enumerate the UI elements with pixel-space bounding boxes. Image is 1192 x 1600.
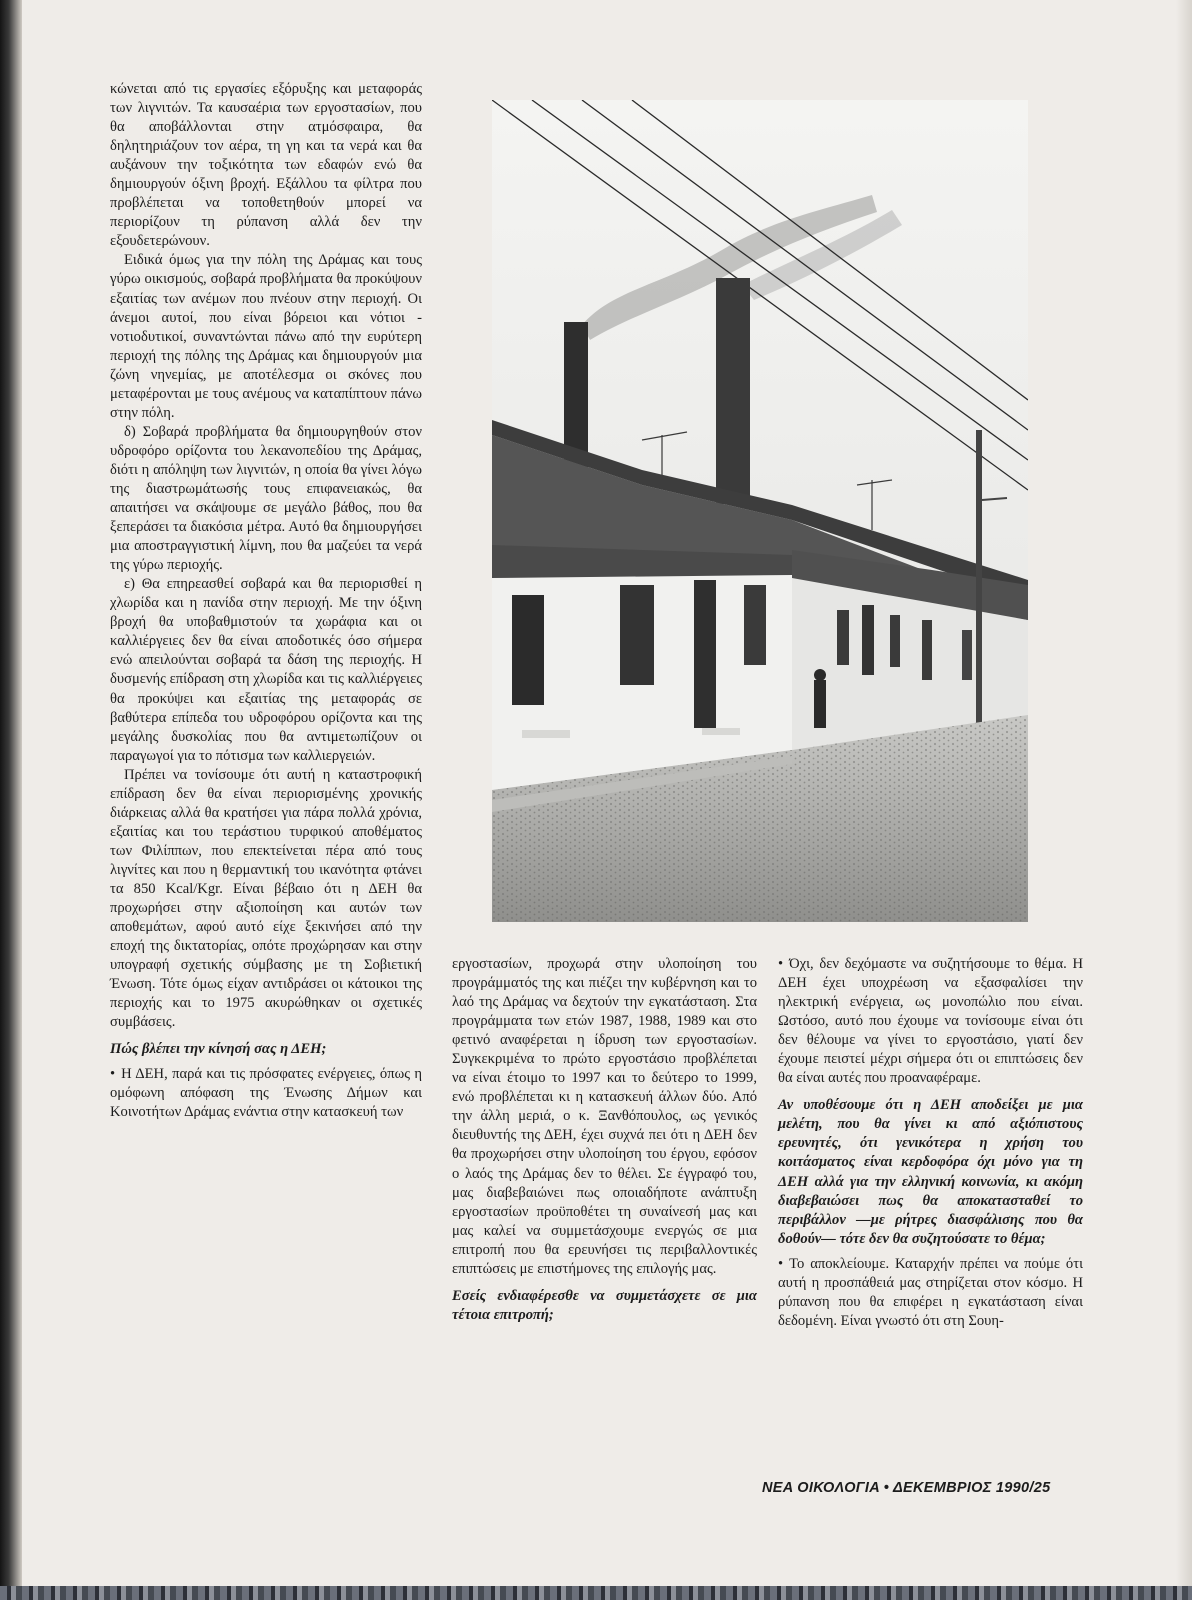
interview-answer: [778, 955, 1083, 1088]
binding-shadow: [0, 0, 22, 1600]
middle-column: [452, 955, 757, 1331]
paragraph: δ) Σοβαρά προβλήματα θα δημιουργηθούν στον υδροφόρο ορίζοντα του λεκανοπεδίου της Δράμας, διότι η απόληψη των λιγνιτών, η οποία θα γίνει λόγω της διαστρωμάτωσής τους επιφανειακώς, θα απαιτήσει να σκάψουμε σε μεγάλο βάθος, που θα ξεπεράσει τα διακόσια μέτρα. Αυτό θα δημιουργήσει μια αποστραγγιστική λίμνη, που θα μαζεύει τα νερά της γύρω περιοχής.: [110, 423, 422, 574]
paragraph: ε) Θα επηρεασθεί σοβαρά και θα περιορισθεί η χλωρίδα και η πανίδα στην περιοχή. Με την όξινη βροχή θα υποβαθμιστούν τα χωράφια και οι καλλιέργειες δεν θα είναι αποδοτικές όσο σήμερα ενώ απειλούνται σοβαρά τα δάση της περιοχής. Η δυσμενής επίδραση στη χλωρίδα και τις καλλιέργειες θα προκύψει και εξαιτίας της μεταφοράς σε βαθύτερα επίπεδα του υδροφόρου ορίζοντα και της μεγάλης δυσκολίας που θα αντιμετωπίζουν οι παραγωγοί για το πότισμα των καλλιεργειών.: [110, 576, 422, 764]
bullet-icon: •: [778, 956, 784, 972]
paragraph: Πρέπει να τονίσουμε ότι αυτή η καταστροφική επίδραση δεν θα είναι περιορισμένης χρονικής διάρκειας αλλά θα κρατήσει για πάρα πολλά χρόνια, εξαιτίας και του τεράστιου τυρφικού αποθέματος των Φιλίππων, που επεκτείνεται πέρα από τους λιγνίτες και που η θερμαντική του ικανότητα φτάνει τα 850 Kcal/Kgr. Είναι βέβαιο ότι η ΔΕΗ θα προχωρήσει στην αξιοποίηση και αυτών των αποθεμάτων, αφού αυτό είχε ξεκινήσει από την εποχή της δικτατορίας, οπότε προχώρησαν και στην υπογραφή σχετικής σύμβασης με τη Σοβιετική Ένωση. Τότε όμως είχαν αντιδράσει οι κάτοικοι της περιοχής και το 1975 ακυρώθηκαν οι σχετικές συμβάσεις.: [110, 766, 422, 1031]
paragraph: εργοστασίων, προχωρά στην υλοποίηση του προγράμματός της και πιέζει την κυβέρνηση και το λαό της Δράμας να δεχτούν την εγκατάσταση. Στα προγράμματα των ετών 1987, 1988, 1989 και στο φετινό αναφέρεται η ίδρυση των εργοστασίων. Συγκεκριμένα το πρώτο εργοστάσιο προβλέπεται να είναι έτοιμο το 1997 και το δεύτερο το 1999, ενώ προβλέπεται κι η κατασκευή άλλων δύο. Από την άλλη μεριά, ο κ. Ξανθόπουλος, ως γενικός διευθυντής της ΔΕΗ, έχει συχνά πει ότι η ΔΕΗ δεν θα προχωρήσει στην υλοποίηση του έργου, εφόσον ο λαός της Δράμας δεν το θέλει. Σε έγγραφό του, μας διαβεβαιώνει πως οποιαδήποτε ανάπτυξη εργοστασίων προϋποθέτει τη συναίνεσή μας και μας καλεί να συμμετάσχουμε ενεργώς σε μια επιτροπή που θα ερευνήσει τις περιβαλλοντικές επιπτώσεις με επιστήμονες της επιλογής μας.: [452, 956, 757, 1277]
bullet-icon: •: [110, 1066, 116, 1083]
page-edge: [1176, 0, 1192, 1600]
bullet-icon: •: [778, 1255, 784, 1272]
scan-edge-strip: [0, 1586, 1192, 1600]
answer-text: Το αποκλείουμε. Καταρχήν πρέπει να πούμε ότι αυτή η προσπάθειά μας στηρίζεται στον κόσμο. Η ρύπανση που θα επιφέρει η εγκατάσταση είναι δεδομένη. Είναι γνωστό ότι στη Σουη-: [778, 1255, 1083, 1329]
answer-text: Η ΔΕΗ, παρά και τις πρόσφατες ενέργειες, όπως η ομόφωνη απόφαση της Ένωσης Δήμων και Κοινοτήτων Δράμας ενάντια στην κατασκευή των: [110, 1066, 422, 1121]
interview-question: Πώς βλέπει την κίνησή σας η ΔΕΗ;: [110, 1041, 327, 1058]
right-column: [778, 955, 1083, 1331]
interview-answer: [778, 1255, 1083, 1331]
interview-question: Εσείς ενδιαφέρεσθε να συμμετάσχετε σε μια τέτοια επιτροπή;: [452, 1287, 757, 1323]
page-footer: ΝΕΑ ΟΙΚΟΛΟΓΙΑ • ΔΕΚΕΜΒΡΙΟΣ 1990/25: [762, 1480, 1051, 1496]
paragraph: κώνεται από τις εργασίες εξόρυξης και μεταφοράς των λιγνιτών. Τα καυσαέρια των εργοστασίων, που θα αποβάλλονται στην ατμόσφαιρα, θα δηλητηριάζουν τον αέρα, τη γη και τα νερά και θα αυξάνουν την τοξικότητα των εδαφών ενώ θα δημιουργούν όξινη βροχή. Εξάλλου τα φίλτρα που προβλέπεται να τοποθετηθούν μπορεί να περιορίζουν τη ρύπανση αλλά δεν την εξουδετερώνουν.: [110, 81, 422, 250]
interview-question: Αν υποθέσουμε ότι η ΔΕΗ αποδείξει με μια μελέτη, που θα γίνει κι από αξιόπιστους ερευνητές, ότι γενικότερα η χρήση του κοιτάσματος είναι κερδοφόρα όχι μόνο για τη ΔΕΗ αλλά για την ελληνική κοινωνία, κι ακόμη διαβεβαιώσει πως θα αποκατασταθεί το περιβάλλον —με ρήτρες διασφάλισης που θα δοθούν— τότε δεν θα συζητούσατε το θέμα;: [778, 1097, 1083, 1247]
interview-answer: [110, 1065, 422, 1122]
paragraph: Ειδικά όμως για την πόλη της Δράμας και τους γύρω οικισμούς, σοβαρά προβλήματα θα προκύψουν εξαιτίας των ανέμων που πνέουν στην περιοχή. Οι άνεμοι αυτοί, που είναι βόρειοι και νότιοι - νοτιοδυτικοί, συναντώνται πάνω από την ευρύτερη περιοχή της πόλης της Δράμας και δημιουργούν μια ζώνη νηνεμίας, με αποτέλεσμα οι σκόνες που μεταφέρονται με τους ανέμους να καταπίπτουν πάνω στην πόλη.: [110, 252, 422, 421]
answer-text: Όχι, δεν δεχόμαστε να συζητήσουμε το θέμα. Η ΔΕΗ έχει υποχρέωση να εξασφαλίσει την ηλεκτρική ενέργεια, ως μονοπώλιο που είναι. Ωστόσο, αυτό που έχουμε να τονίσουμε είναι ότι δεν θέλουμε να γίνει το εργοστάσιο, γιατί δεν έχουμε πειστεί μέχρι σήμερα ότι οι επιπτώσεις δεν θα είναι αυτές που προαναφέραμε.: [778, 956, 1083, 1087]
left-column: [110, 80, 422, 1123]
factory-street-photo: [492, 100, 1028, 922]
